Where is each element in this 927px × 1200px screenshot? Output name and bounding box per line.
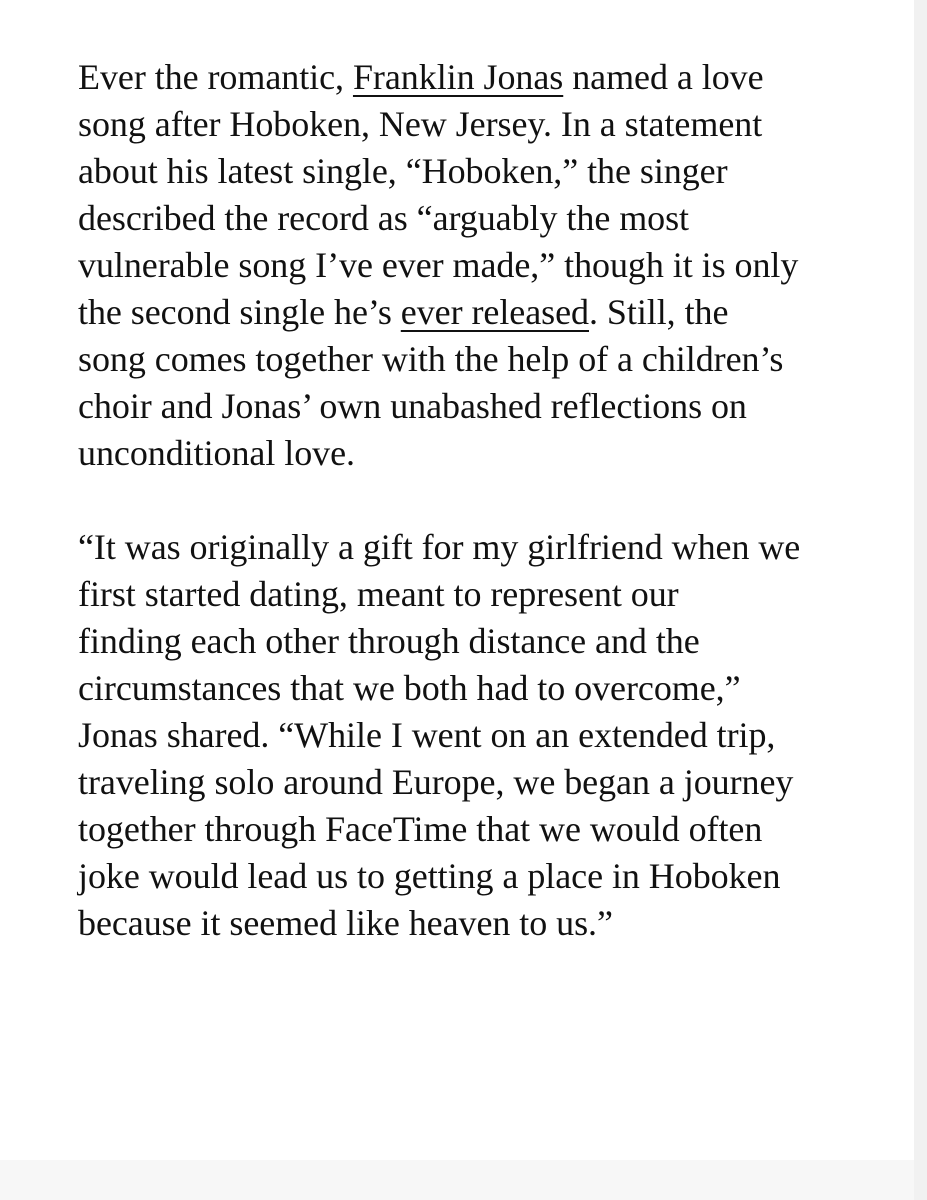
text-segment: the second single he’s (78, 292, 401, 332)
paragraph-1 (78, 54, 908, 477)
page-bottom-strip (0, 1160, 914, 1200)
paragraph-1-line-6 (78, 289, 908, 336)
paragraph-2-line-8: joke would lead us to getting a place in Hoboken (78, 856, 781, 896)
ever-released-link[interactable]: ever released (400, 292, 589, 332)
paragraph-2-line-9: because it seemed like heaven to us.” (78, 903, 613, 943)
paragraph-2-line-1: “It was originally a gift for my girlfriend when we (78, 527, 801, 567)
paragraph-1-line-5: vulnerable song I’ve ever made,” though it is only (78, 245, 799, 285)
paragraph-2-line-4: circumstances that we both had to overcome,” (78, 668, 741, 708)
paragraph-1-line-9: unconditional love. (78, 433, 355, 473)
paragraph-gap (78, 477, 908, 524)
text-segment: Ever the romantic, (78, 57, 353, 97)
paragraph-1-line-2: song after Hoboken, New Jersey. In a statement (78, 104, 763, 144)
paragraph-2-line-7: together through FaceTime that we would often (78, 809, 763, 849)
paragraph-1-line-7: song comes together with the help of a children’s (78, 339, 784, 379)
article-body (78, 54, 908, 947)
paragraph-1-line-1 (78, 54, 908, 101)
paragraph-2 (78, 524, 908, 947)
paragraph-2-line-2: first started dating, meant to represent our (78, 574, 679, 614)
paragraph-2-line-3: finding each other through distance and the (78, 621, 700, 661)
franklin-jonas-link[interactable]: Franklin Jonas (352, 57, 564, 97)
paragraph-2-line-5: Jonas shared. “While I went on an extended trip, (78, 715, 776, 755)
page-right-edge (914, 0, 927, 1200)
paragraph-1-line-3: about his latest single, “Hoboken,” the singer (78, 151, 728, 191)
text-segment: named a love (563, 57, 764, 97)
paragraph-1-line-4: described the record as “arguably the most (78, 198, 690, 238)
paragraph-2-line-6: traveling solo around Europe, we began a journey (78, 762, 794, 802)
text-segment: . Still, the (589, 292, 729, 332)
paragraph-1-line-8: choir and Jonas’ own unabashed reflections on (78, 386, 747, 426)
